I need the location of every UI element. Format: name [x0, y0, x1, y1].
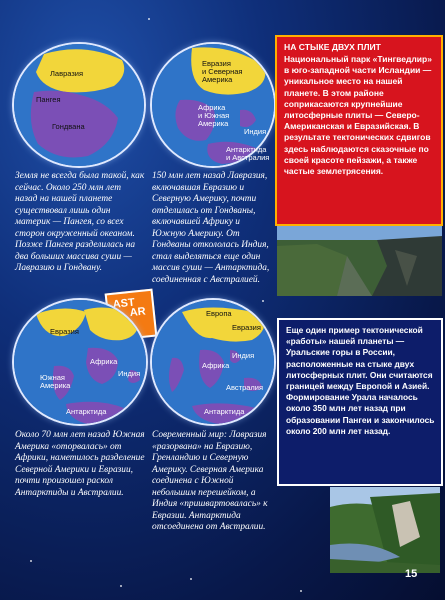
- caption-pangea: Земля не всегда была такой, как сейчас. Около 250 млн лет назад на нашей планете существовал лишь один материк — Пангея, со всех сторон окруженный океаном. Позже Пангея разделилась на два больших массива суши — Лавразию и Гондвану.: [15, 171, 145, 273]
- star: [120, 585, 122, 587]
- globe4-label-europe: Европа: [206, 309, 232, 318]
- photo-ural: [330, 487, 440, 573]
- badge-text-2: AR: [129, 305, 147, 320]
- page-number: 15: [405, 568, 418, 580]
- globe3-label-india: Индия: [118, 369, 141, 378]
- globe4-label-antarctica: Антарктида: [204, 407, 245, 416]
- globe-pangea: [14, 44, 144, 166]
- photo-thingvellir: [277, 226, 442, 296]
- globe2-label-eurasia-na: Евразия и Северная Америка: [202, 59, 243, 84]
- globe1-label-laurasia: Лавразия: [50, 69, 84, 78]
- sidebar-thingvellir: [277, 37, 441, 224]
- globe-70-million: [14, 300, 146, 424]
- globe3-label-south-america: Южная Америка: [40, 373, 71, 390]
- globe1-label-gondwana: Гондвана: [52, 122, 85, 131]
- globe2-label-antarctica-australia: Антарктида и Австралия: [226, 145, 270, 162]
- globe3-label-antarctica: Антарктида: [66, 407, 107, 416]
- badge-text-1: AST: [112, 296, 136, 311]
- star: [148, 18, 150, 20]
- globe3-label-eurasia: Евразия: [50, 327, 79, 336]
- sidebar-ural: [279, 320, 441, 484]
- globe4-label-india: Индия: [232, 351, 255, 360]
- globe2-label-africa-sa: Африка и Южная Америка: [198, 103, 230, 128]
- globe4-label-africa: Африка: [202, 361, 230, 370]
- ural-body: Еще один пример тектонической «работы» нашей планеты — Уральские горы в России, расположенные на стыке двух литосферных плит. Они считаются границей между Европой и Азией. Формирование Урала началось около 350 млн лет назад при образовании Пангеи и закончилось около 200 млн лет назад.: [286, 325, 435, 436]
- caption-150-million: 150 млн лет назад Лавразия, включавшая Евразию и Северную Америку, почти отделилась от Гондваны, включавшей Африку и Южную Америку. От Гондваны откололась Индия, стал выделяться еще один массив суши — Антарктида, соединенная с Австралией.: [152, 171, 270, 285]
- caption-70-million: Около 70 млн лет назад Южная Америка «оторвалась» от Африки, наметилось разделение Северной Америки и Евразии, почти произошел раскол Антарктиды и Австралии.: [15, 430, 145, 498]
- star: [300, 590, 302, 592]
- caption-modern: Современный мир: Лавразия «разорвана» на Евразию, Гренландию и Северную Америку. Северная Америка соединена с Южной небольшим перешейком, а Индия «пришвартовалась» к Евразии. Антарктида отсоединена от Австралии.: [152, 430, 268, 532]
- globe1-label-pangea: Пангея: [36, 95, 61, 104]
- sidebar-title: НА СТЫКЕ ДВУХ ПЛИТ: [284, 42, 381, 52]
- star: [190, 578, 192, 580]
- star: [30, 560, 32, 562]
- globe3-label-africa: Африка: [90, 357, 118, 366]
- sidebar-body: Национальный парк «Тингведлир» в юго-западной части Исландии — уникальное место на нашей планете. В этом районе соприкасаются крупнейшие литосферные плиты — Северо-Американская и Евразийская. В результате тектонических сдвигов здесь наблюдаются сказочные по своей красоте пейзажи, а также частые землетрясения.: [284, 54, 432, 177]
- globe4-label-eurasia: Евразия: [232, 323, 261, 332]
- star: [262, 300, 264, 302]
- globe2-label-india: Индия: [244, 127, 267, 136]
- globe4-label-australia: Австралия: [226, 383, 264, 392]
